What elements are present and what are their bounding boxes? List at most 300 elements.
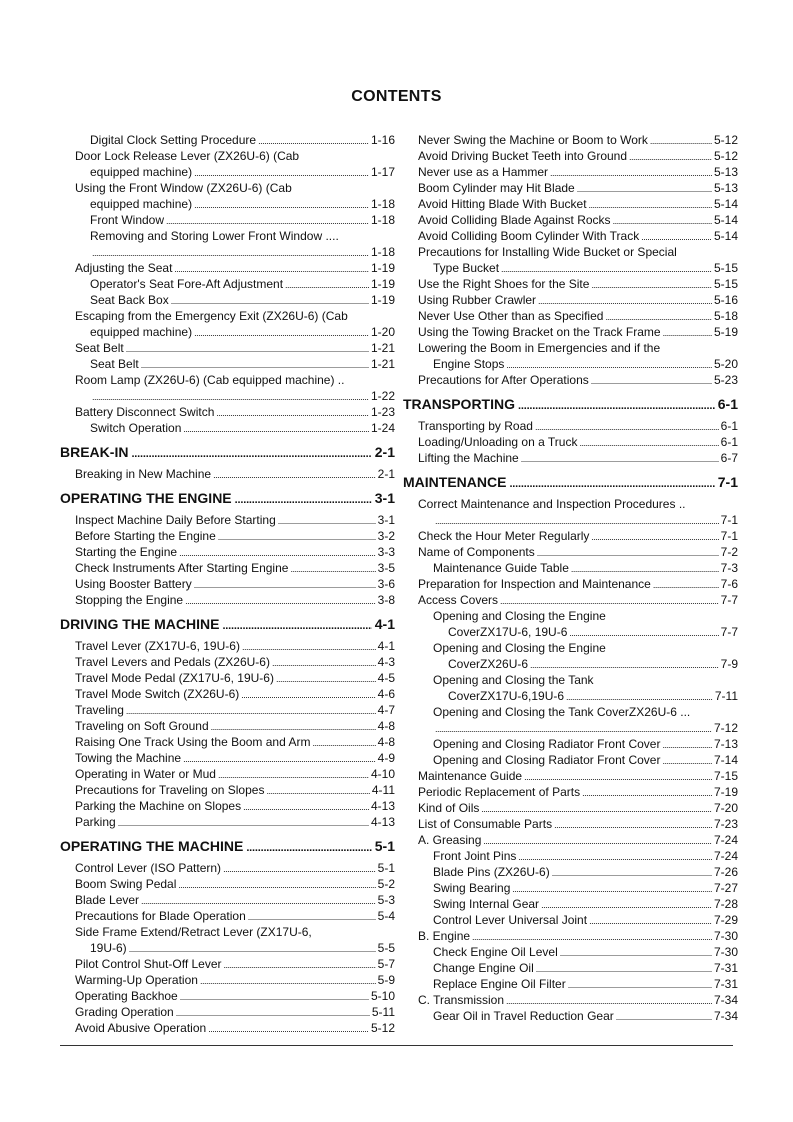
toc-entry[interactable] [60, 244, 395, 260]
toc-section-heading[interactable] [60, 615, 395, 633]
dot-leader [223, 860, 376, 876]
dot-leader [591, 528, 718, 544]
dot-leader [118, 814, 369, 830]
dot-leader [472, 928, 712, 944]
entry-page-number: 3-5 [377, 561, 395, 575]
dot-leader [579, 434, 718, 450]
entry-title: Opening and Closing Radiator Front Cover [433, 753, 661, 767]
footer-divider [60, 1045, 733, 1046]
toc-entry[interactable] [60, 814, 395, 830]
entry-page-number: 7-14 [713, 753, 738, 767]
entry-title: Type Bucket [433, 261, 500, 275]
dot-leader [126, 340, 369, 356]
toc-entry-text: Opening and Closing the Tank CoverZX26U-6 ... [433, 705, 691, 719]
toc-entry[interactable] [403, 260, 738, 276]
entry-page-number: 7-34 [713, 1009, 738, 1023]
entry-title: Never Swing the Machine or Boom to Work [418, 133, 648, 147]
section-title: OPERATING THE ENGINE [60, 490, 232, 506]
entry-page-number: 5-15 [713, 277, 738, 291]
entry-page-number: 4-1 [377, 639, 395, 653]
entry-title: Traveling [75, 703, 124, 717]
entry-page-number: 1-16 [370, 133, 395, 147]
entry-page-number: 5-12 [713, 133, 738, 147]
entry-page-number: 7-24 [713, 849, 738, 863]
toc-entry-text: Opening and Closing the Tank [433, 673, 594, 687]
toc-entry[interactable] [403, 450, 738, 466]
entry-page-number: 1-17 [370, 165, 395, 179]
dot-leader [613, 212, 712, 228]
entry-page-number: 1-22 [370, 389, 395, 403]
toc-entry[interactable] [403, 132, 738, 148]
toc-entry[interactable] [60, 1004, 395, 1020]
entry-title: Opening and Closing Radiator Front Cover [433, 737, 661, 751]
toc-entry[interactable] [403, 752, 738, 768]
toc-entry[interactable] [403, 912, 738, 928]
dot-leader [536, 960, 712, 976]
entry-title: Traveling on Soft Ground [75, 719, 209, 733]
dot-leader [481, 800, 712, 816]
entry-page-number: 5-23 [713, 373, 738, 387]
dot-leader [589, 196, 712, 212]
dot-leader [537, 544, 719, 560]
toc-entry[interactable] [403, 992, 738, 1008]
toc-entry[interactable] [60, 512, 395, 528]
entry-page-number: 5-3 [377, 893, 395, 907]
dot-leader [501, 260, 712, 276]
entry-title: Starting the Engine [75, 545, 178, 559]
section-page-number: 7-1 [717, 474, 738, 490]
entry-title: Maintenance Guide [418, 769, 523, 783]
dot-leader [194, 576, 376, 592]
dot-leader [577, 180, 712, 196]
entry-page-number: 3-2 [377, 529, 395, 543]
entry-page-number: 1-21 [370, 357, 395, 371]
entry-page-number: 6-7 [720, 451, 738, 465]
entry-page-number: 1-18 [370, 197, 395, 211]
entry-title: Operator's Seat Fore-Aft Adjustment [90, 277, 284, 291]
entry-page-number: 7-9 [720, 657, 738, 671]
toc-entry[interactable] [403, 800, 738, 816]
toc-entry[interactable] [403, 1008, 738, 1024]
toc-entry-text: Opening and Closing the Engine [433, 609, 606, 623]
toc-entry[interactable] [60, 164, 395, 180]
toc-section-heading[interactable] [403, 395, 738, 413]
entry-title: Stopping the Engine [75, 593, 184, 607]
entry-title: Travel Mode Pedal (ZX17U-6, 19U-6) [75, 671, 274, 685]
dot-leader [126, 702, 376, 718]
toc-entry[interactable] [60, 544, 395, 560]
toc-entry[interactable] [60, 638, 395, 654]
dot-leader [176, 1004, 370, 1020]
toc-entry[interactable] [60, 892, 395, 908]
section-title: MAINTENANCE [403, 474, 507, 490]
toc-entry[interactable] [403, 784, 738, 800]
toc-entry[interactable] [60, 940, 395, 956]
entry-title: Operating Backhoe [75, 989, 178, 1003]
entry-title: Breaking in New Machine [75, 467, 212, 481]
entry-title: Kind of Oils [418, 801, 480, 815]
toc-entry[interactable] [60, 876, 395, 892]
toc-entry[interactable] [403, 688, 738, 704]
toc-entry[interactable] [60, 860, 395, 876]
dot-leader [272, 654, 376, 670]
page-title: CONTENTS [351, 88, 442, 105]
toc-entry[interactable] [60, 654, 395, 670]
toc-entry[interactable] [60, 132, 395, 148]
entry-page-number: 1-19 [370, 293, 395, 307]
toc-entry[interactable] [403, 324, 738, 340]
dot-leader [530, 656, 719, 672]
dot-leader [185, 592, 376, 608]
toc-entry-text: Room Lamp (ZX26U-6) (Cab equipped machine) .. [75, 373, 345, 387]
dot-leader [591, 372, 712, 388]
entry-title: Operating in Water or Mud [75, 767, 216, 781]
toc-entry[interactable] [60, 196, 395, 212]
entry-title: CoverZX17U-6, 19U-6 [448, 625, 568, 639]
entry-page-number: 6-1 [720, 419, 738, 433]
toc-entry[interactable] [403, 848, 738, 864]
entry-title: Digital Clock Setting Procedure [90, 133, 257, 147]
dot-leader [211, 718, 376, 734]
toc-entry[interactable] [60, 276, 395, 292]
toc-entry[interactable] [403, 276, 738, 292]
toc-entry[interactable] [403, 148, 738, 164]
toc-entry[interactable] [60, 670, 395, 686]
toc-entry[interactable] [403, 308, 738, 324]
toc-entry[interactable] [403, 768, 738, 784]
entry-page-number: 3-6 [377, 577, 395, 591]
entry-title: Travel Mode Switch (ZX26U-6) [75, 687, 240, 701]
entry-title: Parking the Machine on Slopes [75, 799, 242, 813]
entry-title: equipped machine) [90, 197, 193, 211]
entry-title: B. Engine [418, 929, 471, 943]
entry-title: Adjusting the Seat [75, 261, 173, 275]
entry-page-number: 5-20 [713, 357, 738, 371]
toc-entry[interactable] [60, 750, 395, 766]
dot-leader [552, 864, 712, 880]
entry-title: Precautions for Traveling on Slopes [75, 783, 265, 797]
entry-title: Control Lever Universal Joint [433, 913, 588, 927]
toc-entry-text: Using the Front Window (ZX26U-6) (Cab [75, 181, 292, 195]
entry-title: Gear Oil in Travel Reduction Gear [433, 1009, 614, 1023]
toc-entry[interactable] [60, 560, 395, 576]
dot-leader [500, 592, 719, 608]
entry-page-number: 7-34 [713, 993, 738, 1007]
toc-entry[interactable] [60, 956, 395, 972]
toc-entry[interactable] [403, 864, 738, 880]
dot-leader [650, 132, 712, 148]
entry-page-number: 4-7 [377, 703, 395, 717]
entry-page-number: 7-6 [720, 577, 738, 591]
toc-entry[interactable] [60, 466, 395, 482]
entry-page-number: 4-5 [377, 671, 395, 685]
entry-page-number: 7-13 [713, 737, 738, 751]
toc-entry[interactable] [403, 624, 738, 640]
entry-title: equipped machine) [90, 325, 193, 339]
entry-page-number: 5-13 [713, 165, 738, 179]
entry-title: Battery Disconnect Switch [75, 405, 215, 419]
toc-entry[interactable] [403, 544, 738, 560]
toc-entry-text: Opening and Closing the Engine [433, 641, 606, 655]
toc-entry[interactable] [60, 782, 395, 798]
entry-title: Engine Stops [433, 357, 505, 371]
entry-page-number: 7-1 [720, 513, 738, 527]
toc-entry[interactable] [403, 944, 738, 960]
toc-entry[interactable] [403, 576, 738, 592]
toc-section-heading[interactable] [60, 837, 395, 855]
toc-entry[interactable] [403, 196, 738, 212]
entry-page-number: 5-7 [377, 957, 395, 971]
toc-entry[interactable] [403, 292, 738, 308]
toc-entry[interactable] [60, 592, 395, 608]
entry-title: Boom Cylinder may Hit Blade [418, 181, 575, 195]
dot-leader [218, 766, 369, 782]
entry-title: Front Window [90, 213, 165, 227]
toc-entry[interactable] [60, 576, 395, 592]
entry-page-number: 4-8 [377, 719, 395, 733]
entry-title: Preparation for Inspection and Maintenance [418, 577, 651, 591]
dot-leader [653, 576, 719, 592]
entry-page-number: 4-13 [370, 815, 395, 829]
toc-entry[interactable] [60, 260, 395, 276]
entry-page-number: 2-1 [377, 467, 395, 481]
toc-entry[interactable] [403, 560, 738, 576]
entry-title: Transporting by Road [418, 419, 533, 433]
dot-leader [235, 489, 372, 507]
dot-leader [535, 418, 719, 434]
toc-left-column [60, 132, 395, 1036]
entry-page-number: 5-1 [377, 861, 395, 875]
entry-title: Using the Towing Bracket on the Track Frame [418, 325, 661, 339]
toc-entry[interactable] [60, 734, 395, 750]
entry-page-number: 3-1 [377, 513, 395, 527]
entry-title: CoverZX17U-6,19U-6 [448, 689, 565, 703]
toc-entry[interactable] [403, 928, 738, 944]
dot-leader [554, 816, 712, 832]
entry-page-number: 5-5 [377, 941, 395, 955]
entry-page-number: 5-14 [713, 213, 738, 227]
entry-page-number: 7-30 [713, 945, 738, 959]
toc-entry[interactable] [403, 212, 738, 228]
entry-page-number: 5-2 [377, 877, 395, 891]
toc-entry[interactable] [403, 528, 738, 544]
entry-page-number: 7-11 [714, 689, 738, 703]
section-page-number: 4-1 [374, 616, 395, 632]
dot-leader [560, 944, 712, 960]
dot-leader [92, 388, 369, 404]
entry-page-number: 4-8 [377, 735, 395, 749]
toc-entry[interactable] [60, 404, 395, 420]
dot-leader [174, 260, 369, 276]
entry-title: Replace Engine Oil Filter [433, 977, 566, 991]
dot-leader [258, 132, 369, 148]
entry-title: Avoid Driving Bucket Teeth into Ground [418, 149, 628, 163]
entry-page-number: 7-2 [720, 545, 738, 559]
toc-entry[interactable] [60, 324, 395, 340]
toc-entry[interactable] [60, 798, 395, 814]
dot-leader [178, 876, 375, 892]
entry-title: Using Rubber Crawler [418, 293, 537, 307]
entry-page-number: 1-23 [370, 405, 395, 419]
section-title: BREAK-IN [60, 444, 129, 460]
toc-entry[interactable] [403, 372, 738, 388]
section-title: TRANSPORTING [403, 396, 515, 412]
toc-entry[interactable] [60, 766, 395, 782]
dot-leader [243, 798, 369, 814]
entry-title: Name of Components [418, 545, 535, 559]
dot-leader [224, 956, 376, 972]
toc-entry[interactable] [403, 976, 738, 992]
entry-title: Never Use Other than as Specified [418, 309, 604, 323]
entry-page-number: 4-13 [370, 799, 395, 813]
toc-section-heading[interactable] [403, 473, 738, 491]
toc-entry[interactable] [403, 418, 738, 434]
dot-leader [605, 308, 712, 324]
entry-page-number: 7-27 [713, 881, 738, 895]
dot-leader [663, 324, 712, 340]
toc-entry[interactable] [403, 164, 738, 180]
toc-entry-text: Door Lock Release Lever (ZX26U-6) (Cab [75, 149, 300, 163]
toc-entry[interactable] [403, 816, 738, 832]
entry-title: Boom Swing Pedal [75, 877, 177, 891]
dot-leader [571, 560, 719, 576]
dot-leader [662, 752, 712, 768]
dot-leader [518, 848, 712, 864]
toc-entry[interactable] [403, 356, 738, 372]
toc-entry[interactable] [60, 356, 395, 372]
dot-leader [194, 164, 369, 180]
toc-entry[interactable] [60, 1020, 395, 1036]
toc-entry[interactable] [60, 686, 395, 702]
entry-title: Grading Operation [75, 1005, 174, 1019]
entry-page-number: 7-19 [713, 785, 738, 799]
dot-leader [183, 420, 369, 436]
dot-leader [641, 228, 712, 244]
toc-section-heading[interactable] [60, 443, 395, 461]
entry-title: Travel Levers and Pedals (ZX26U-6) [75, 655, 270, 669]
toc-entry[interactable] [403, 512, 738, 528]
entry-title: Access Covers [418, 593, 499, 607]
entry-page-number: 5-11 [371, 1005, 395, 1019]
toc-entry[interactable] [403, 880, 738, 896]
section-page-number: 3-1 [374, 490, 395, 506]
entry-page-number: 5-12 [370, 1021, 395, 1035]
toc-entry-text: Escaping from the Emergency Exit (ZX26U-6) (Cab [75, 309, 348, 323]
entry-title: Parking [75, 815, 116, 829]
entry-title: Loading/Unloading on a Truck [418, 435, 578, 449]
toc-entry[interactable] [403, 832, 738, 848]
section-title: DRIVING THE MACHINE [60, 616, 220, 632]
dot-leader [509, 473, 714, 491]
entry-title: Maintenance Guide Table [433, 561, 569, 575]
entry-page-number: 7-7 [720, 625, 738, 639]
toc-entry[interactable] [403, 720, 738, 736]
entry-title: Switch Operation [90, 421, 182, 435]
dot-leader [435, 512, 719, 528]
toc-entry[interactable] [60, 292, 395, 308]
dot-leader [213, 466, 376, 482]
entry-title: Raising One Track Using the Boom and Arm [75, 735, 311, 749]
toc-entry[interactable] [60, 388, 395, 404]
dot-leader [290, 560, 375, 576]
dot-leader [285, 276, 369, 292]
toc-entry[interactable] [60, 340, 395, 356]
dot-leader [183, 750, 376, 766]
toc-entry[interactable] [60, 528, 395, 544]
toc-entry[interactable] [60, 212, 395, 228]
dot-leader [538, 292, 712, 308]
dot-leader [241, 686, 375, 702]
entry-page-number: 4-11 [371, 783, 395, 797]
entry-title: Precautions for Blade Operation [75, 909, 246, 923]
toc-entry[interactable] [403, 228, 738, 244]
toc-entry[interactable] [403, 736, 738, 752]
dot-leader [92, 244, 369, 260]
dot-leader [180, 988, 369, 1004]
dot-leader [278, 512, 376, 528]
entry-page-number: 5-18 [713, 309, 738, 323]
entry-page-number: 1-18 [370, 213, 395, 227]
entry-title: Check Engine Oil Level [433, 945, 558, 959]
entry-page-number: 4-9 [377, 751, 395, 765]
dot-leader [524, 768, 712, 784]
dot-leader [483, 832, 712, 848]
toc-entry[interactable] [403, 896, 738, 912]
toc-entry[interactable] [403, 656, 738, 672]
entry-title: 19U-6) [90, 941, 127, 955]
dot-leader [194, 196, 369, 212]
toc-entry[interactable] [60, 718, 395, 734]
toc-entry[interactable] [60, 702, 395, 718]
entry-page-number: 6-1 [720, 435, 738, 449]
entry-title: Blade Pins (ZX26U-6) [433, 865, 550, 879]
dot-leader [518, 395, 715, 413]
entry-title: Before Starting the Engine [75, 529, 216, 543]
toc-entry[interactable] [403, 960, 738, 976]
entry-page-number: 7-29 [713, 913, 738, 927]
toc-entry[interactable] [403, 434, 738, 450]
entry-title: C. Transmission [418, 993, 505, 1007]
dot-leader [208, 1020, 369, 1036]
entry-page-number: 1-19 [370, 277, 395, 291]
toc-right-column [403, 132, 738, 1024]
dot-leader [566, 688, 713, 704]
toc-section-heading[interactable] [60, 489, 395, 507]
entry-page-number: 7-30 [713, 929, 738, 943]
dot-leader [200, 972, 376, 988]
toc-entry[interactable] [60, 420, 395, 436]
dot-leader [589, 912, 712, 928]
entry-page-number: 7-31 [713, 961, 738, 975]
entry-page-number: 4-6 [377, 687, 395, 701]
toc-entry[interactable] [403, 180, 738, 196]
dot-leader [222, 615, 371, 633]
toc-entry[interactable] [403, 592, 738, 608]
toc-entry-text: Removing and Storing Lower Front Window .... [90, 229, 339, 243]
toc-entry[interactable] [60, 972, 395, 988]
entry-title: Change Engine Oil [433, 961, 534, 975]
dot-leader [166, 212, 369, 228]
toc-entry[interactable] [60, 908, 395, 924]
toc-entry[interactable] [60, 988, 395, 1004]
dot-leader [550, 164, 712, 180]
entry-page-number: 5-19 [713, 325, 738, 339]
dot-leader [591, 276, 712, 292]
entry-page-number: 3-3 [377, 545, 395, 559]
entry-page-number: 1-19 [370, 261, 395, 275]
entry-title: Use the Right Shoes for the Site [418, 277, 590, 291]
entry-page-number: 7-20 [713, 801, 738, 815]
